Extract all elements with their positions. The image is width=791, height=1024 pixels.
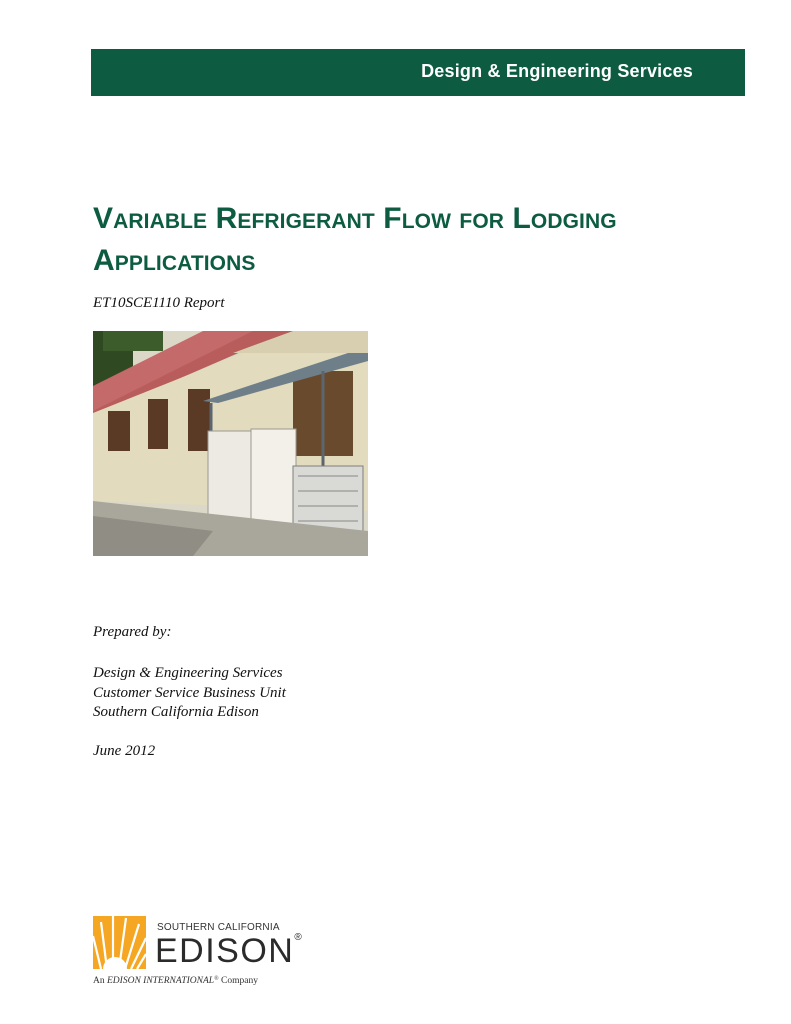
- prepared-line: Southern California Edison: [93, 704, 259, 720]
- tagline-suffix: Company: [221, 976, 258, 986]
- prepared-line: Customer Service Business Unit: [93, 684, 286, 701]
- tagline-registered: ®: [214, 976, 219, 982]
- cover-photo: [93, 331, 368, 556]
- logo-southern-california: SOUTHERN CALIFORNIA: [157, 922, 280, 933]
- prepared-by-label: Prepared by:: [93, 624, 172, 640]
- title-line-2: Applications: [93, 244, 256, 277]
- edison-sun-logo-icon: [93, 916, 146, 969]
- prepared-by-block: [93, 664, 286, 723]
- banner-title: Design & Engineering Services: [421, 61, 693, 81]
- registered-mark: ®: [294, 932, 304, 943]
- report-id: ET10SCE1110 Report: [93, 295, 225, 311]
- title-line-1: Variable Refrigerant Flow for Lodging: [93, 202, 617, 235]
- publication-date: June 2012: [93, 743, 156, 759]
- prepared-line: Design & Engineering Services: [93, 665, 283, 681]
- logo-edison-wordmark: [155, 932, 303, 971]
- document-title: [93, 198, 713, 282]
- logo-edison-text: EDISON: [155, 932, 295, 970]
- header-banner: [91, 49, 745, 96]
- tagline-company: EDISON INTERNATIONAL: [107, 976, 215, 986]
- logo-tagline: [93, 976, 258, 986]
- tagline-prefix: An: [93, 976, 105, 986]
